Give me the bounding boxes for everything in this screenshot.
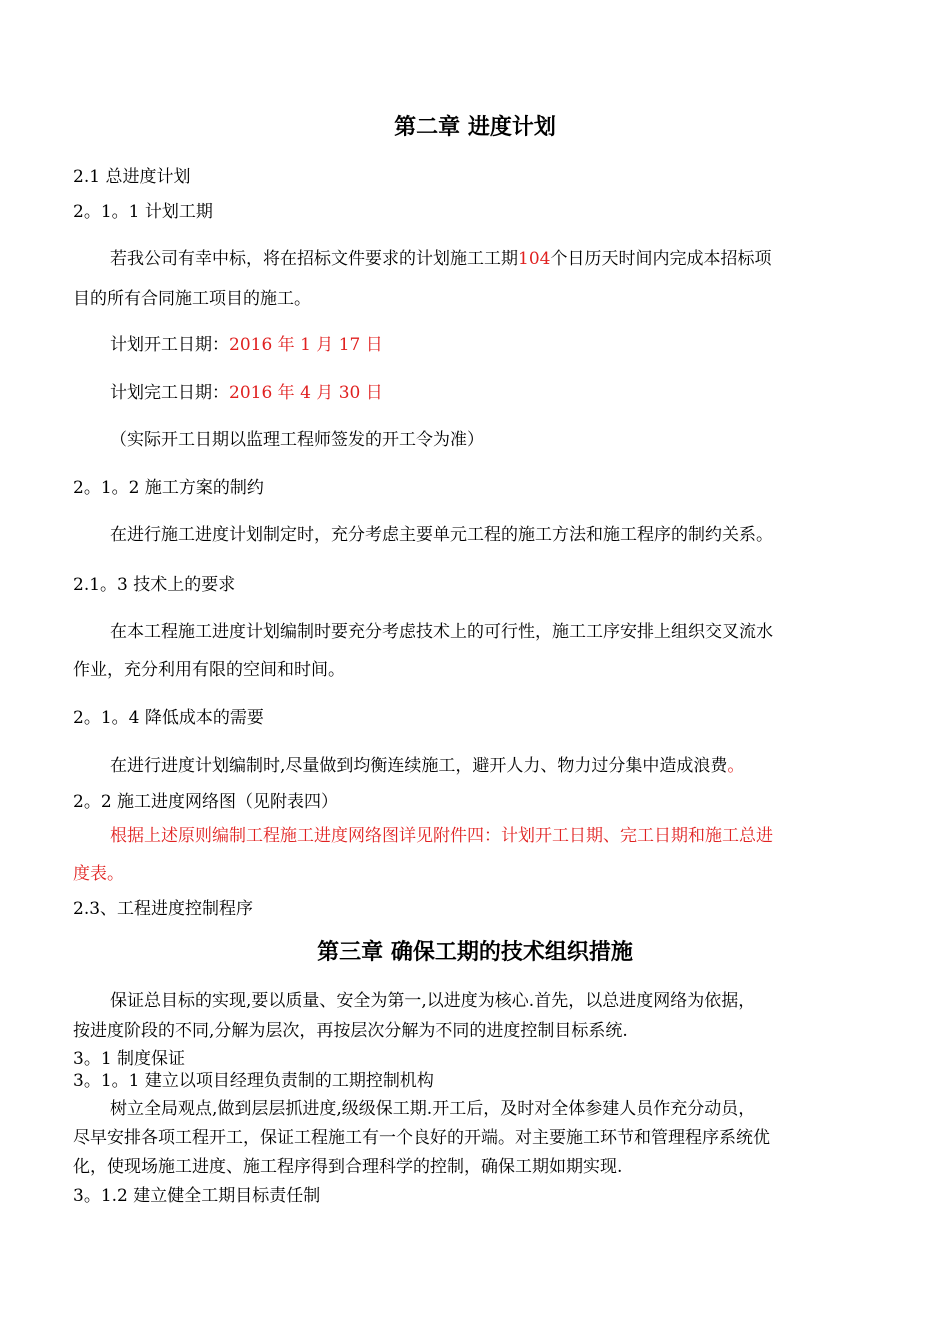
paragraph-organization-line-3: 化，使现场施工进度、施工程序得到合理科学的控制，确保工期如期实现. [73, 1157, 623, 1177]
section-2-3-heading: 2.3、工程进度控制程序 [73, 899, 254, 919]
section-2-2-heading: 2。2 施工进度网络图（见附表四） [73, 792, 339, 812]
paragraph-text: 若我公司有幸中标，将在招标文件要求的计划施工工期 [110, 249, 518, 269]
paragraph-end-mark: 。 [727, 756, 745, 776]
chapter-2-title: 第二章 进度计划 [394, 114, 556, 140]
paragraph-text: 个日历天时间内完成本招标项 [550, 249, 772, 269]
paragraph-cost [110, 755, 873, 777]
paragraph-organization-line-2: 尽早安排各项工程开工，保证工程施工有一个良好的开端。对主要施工环节和管理程序系统优 [73, 1128, 770, 1148]
paragraph-text: 在进行进度计划编制时,尽量做到均衡连续施工，避开人力、物力过分集中造成浪费 [110, 756, 728, 776]
section-2-1-heading: 2.1 总进度计划 [73, 167, 191, 187]
paragraph-technical-line-2: 作业，充分利用有限的空间和时间。 [73, 660, 345, 680]
paragraph-goal-line-2: 按进度阶段的不同,分解为层次，再按层次分解为不同的进度控制目标系统. [73, 1021, 628, 1041]
section-2-1-4-heading: 2。1。4 降低成本的需要 [73, 708, 264, 728]
paragraph-network-line-2: 度表。 [73, 864, 124, 884]
start-date-note: （实际开工日期以监理工程师签发的开工令为准） [110, 430, 484, 450]
duration-days: 104 [518, 249, 551, 269]
section-2-1-3-heading: 2.1。3 技术上的要求 [73, 575, 236, 595]
paragraph-network-line-1: 根据上述原则编制工程施工进度网络图详见附件四：计划开工日期、完工日期和施工总进 [110, 826, 773, 846]
end-date-value: 2016 年 4 月 30 日 [229, 383, 383, 403]
paragraph-duration-line-1 [110, 248, 873, 270]
paragraph-duration-line-2: 目的所有合同施工项目的施工。 [73, 289, 311, 309]
end-label: 计划完工日期： [110, 383, 229, 403]
planned-start-date [110, 334, 873, 356]
chapter-3-title: 第三章 确保工期的技术组织措施 [317, 939, 633, 965]
paragraph-organization-line-1: 树立全局观点,做到层层抓进度,级级保工期.开工后，及时对全体参建人员作充分动员， [110, 1099, 756, 1119]
start-label: 计划开工日期： [110, 335, 229, 355]
paragraph-technical-line-1: 在本工程施工进度计划编制时要充分考虑技术上的可行性，施工工序安排上组织交叉流水 [110, 622, 773, 642]
paragraph-constraints: 在进行施工进度计划制定时，充分考虑主要单元工程的施工方法和施工程序的制约关系。 [110, 525, 773, 545]
planned-end-date [110, 382, 873, 404]
section-3-1-2-heading: 3。1.2 建立健全工期目标责任制 [73, 1186, 321, 1206]
start-date-value: 2016 年 1 月 17 日 [229, 335, 383, 355]
section-2-1-2-heading: 2。1。2 施工方案的制约 [73, 478, 264, 498]
section-3-1-1-heading: 3。1。1 建立以项目经理负责制的工期控制机构 [73, 1071, 434, 1091]
section-2-1-1-heading: 2。1。1 计划工期 [73, 202, 213, 222]
section-3-1-heading: 3。1 制度保证 [73, 1049, 186, 1069]
paragraph-goal-line-1: 保证总目标的实现,要以质量、安全为第一,以进度为核心.首先，以总进度网络为依据， [110, 991, 756, 1011]
